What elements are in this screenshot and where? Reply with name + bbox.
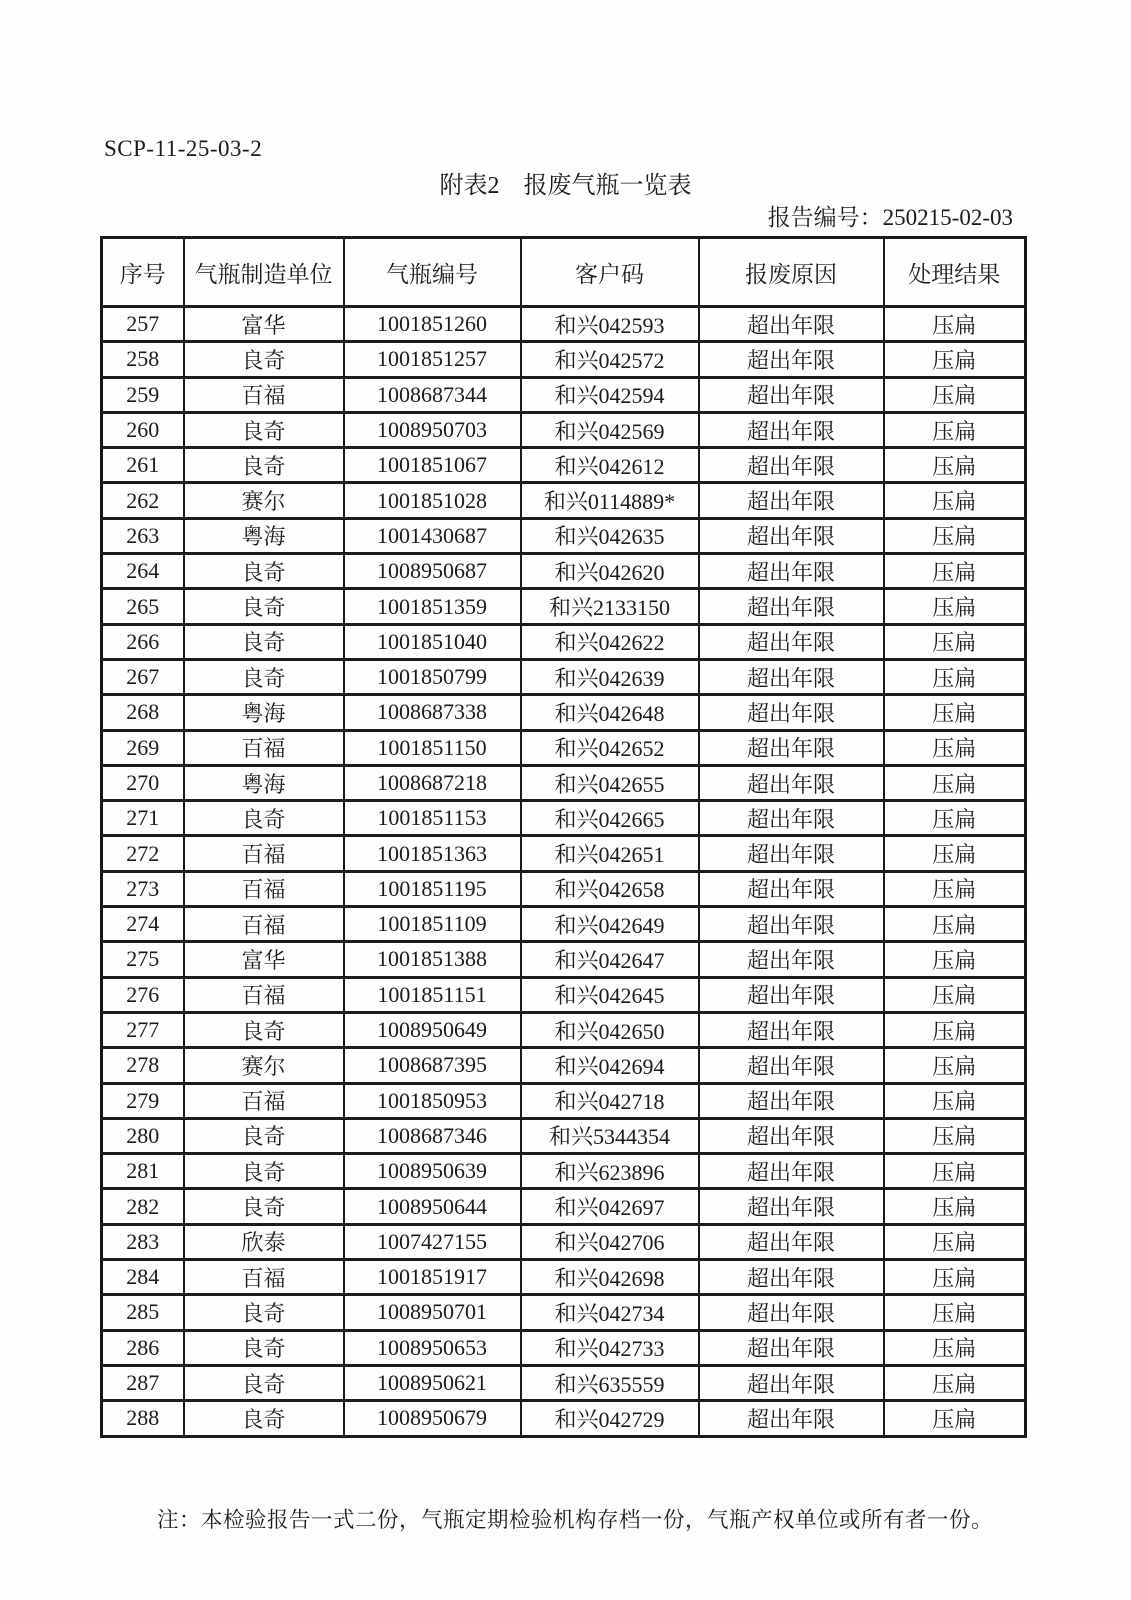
cell-manufacturer: 良奇	[184, 412, 344, 447]
cell-cylinder-no: 1001851363	[344, 836, 521, 871]
cell-seq: 260	[102, 412, 184, 447]
cell-seq: 274	[102, 907, 184, 942]
cell-cylinder-no: 1007427155	[344, 1224, 521, 1259]
cell-seq: 284	[102, 1260, 184, 1295]
cell-scrap-reason: 超出年限	[699, 1048, 884, 1083]
cell-customer-code: 和兴042697	[521, 1189, 699, 1224]
cell-manufacturer: 粤海	[184, 695, 344, 730]
cell-result: 压扁	[884, 977, 1026, 1012]
cell-customer-code: 和兴042647	[521, 942, 699, 977]
table-row	[102, 695, 1026, 730]
cell-result: 压扁	[884, 1048, 1026, 1083]
cell-result: 压扁	[884, 942, 1026, 977]
cell-customer-code: 和兴042649	[521, 907, 699, 942]
cell-manufacturer: 良奇	[184, 589, 344, 624]
cell-result: 压扁	[884, 1330, 1026, 1365]
table-row	[102, 1401, 1026, 1436]
cell-manufacturer: 良奇	[184, 1118, 344, 1153]
cell-seq: 261	[102, 448, 184, 483]
cell-customer-code: 和兴042620	[521, 554, 699, 589]
cell-result: 压扁	[884, 518, 1026, 553]
cell-customer-code: 和兴042594	[521, 377, 699, 412]
cell-customer-code: 和兴623896	[521, 1154, 699, 1189]
cell-cylinder-no: 1001851040	[344, 624, 521, 659]
cell-cylinder-no: 1008950644	[344, 1189, 521, 1224]
cell-scrap-reason: 超出年限	[699, 377, 884, 412]
cell-manufacturer: 良奇	[184, 624, 344, 659]
cell-cylinder-no: 1008950703	[344, 412, 521, 447]
cell-customer-code: 和兴042650	[521, 1012, 699, 1047]
cell-cylinder-no: 1008950621	[344, 1365, 521, 1400]
column-header-seq: 序号	[102, 238, 184, 307]
cell-manufacturer: 赛尔	[184, 483, 344, 518]
cell-manufacturer: 百福	[184, 1260, 344, 1295]
table-row	[102, 307, 1026, 342]
cell-customer-code: 和兴042635	[521, 518, 699, 553]
cell-scrap-reason: 超出年限	[699, 977, 884, 1012]
cell-scrap-reason: 超出年限	[699, 765, 884, 800]
cell-seq: 259	[102, 377, 184, 412]
cell-customer-code: 和兴042655	[521, 765, 699, 800]
cell-result: 压扁	[884, 730, 1026, 765]
cell-result: 压扁	[884, 907, 1026, 942]
cell-customer-code: 和兴042652	[521, 730, 699, 765]
table-row	[102, 942, 1026, 977]
cell-cylinder-no: 1001851150	[344, 730, 521, 765]
cell-result: 压扁	[884, 1012, 1026, 1047]
cell-result: 压扁	[884, 1189, 1026, 1224]
cell-scrap-reason: 超出年限	[699, 1295, 884, 1330]
cell-manufacturer: 良奇	[184, 1012, 344, 1047]
cell-manufacturer: 粤海	[184, 765, 344, 800]
table-row	[102, 730, 1026, 765]
cell-customer-code: 和兴042694	[521, 1048, 699, 1083]
table-row	[102, 871, 1026, 906]
cell-scrap-reason: 超出年限	[699, 836, 884, 871]
cell-scrap-reason: 超出年限	[699, 659, 884, 694]
cell-scrap-reason: 超出年限	[699, 624, 884, 659]
cell-seq: 282	[102, 1189, 184, 1224]
cell-seq: 273	[102, 871, 184, 906]
cell-seq: 288	[102, 1401, 184, 1436]
table-row	[102, 518, 1026, 553]
cell-scrap-reason: 超出年限	[699, 1401, 884, 1436]
table-row	[102, 907, 1026, 942]
cell-customer-code: 和兴2133150	[521, 589, 699, 624]
cell-result: 压扁	[884, 307, 1026, 342]
cell-seq: 280	[102, 1118, 184, 1153]
cell-manufacturer: 粤海	[184, 518, 344, 553]
cell-cylinder-no: 1001430687	[344, 518, 521, 553]
cell-cylinder-no: 1008687344	[344, 377, 521, 412]
cell-cylinder-no: 1008950679	[344, 1401, 521, 1436]
cell-result: 压扁	[884, 871, 1026, 906]
cell-manufacturer: 百福	[184, 1083, 344, 1118]
table-row	[102, 836, 1026, 871]
cell-seq: 263	[102, 518, 184, 553]
cell-manufacturer: 百福	[184, 907, 344, 942]
cell-cylinder-no: 1001850953	[344, 1083, 521, 1118]
cell-cylinder-no: 1001851388	[344, 942, 521, 977]
cell-result: 压扁	[884, 589, 1026, 624]
cell-cylinder-no: 1008687338	[344, 695, 521, 730]
cell-customer-code: 和兴042651	[521, 836, 699, 871]
cell-scrap-reason: 超出年限	[699, 1189, 884, 1224]
cell-customer-code: 和兴042733	[521, 1330, 699, 1365]
cell-cylinder-no: 1008950701	[344, 1295, 521, 1330]
report-number-value: 250215-02-03	[882, 205, 1013, 230]
cell-customer-code: 和兴042622	[521, 624, 699, 659]
cell-scrap-reason: 超出年限	[699, 1365, 884, 1400]
table-row	[102, 1224, 1026, 1259]
cell-manufacturer: 欣泰	[184, 1224, 344, 1259]
cell-manufacturer: 富华	[184, 307, 344, 342]
table-body	[102, 307, 1026, 1437]
cell-seq: 262	[102, 483, 184, 518]
cell-seq: 281	[102, 1154, 184, 1189]
cell-result: 压扁	[884, 448, 1026, 483]
cell-customer-code: 和兴0114889*	[521, 483, 699, 518]
cell-scrap-reason: 超出年限	[699, 342, 884, 377]
table-row	[102, 659, 1026, 694]
cell-result: 压扁	[884, 1154, 1026, 1189]
cell-scrap-reason: 超出年限	[699, 871, 884, 906]
cell-customer-code: 和兴042718	[521, 1083, 699, 1118]
cell-seq: 271	[102, 801, 184, 836]
scrapped-cylinders-table	[100, 236, 1027, 1438]
cell-seq: 283	[102, 1224, 184, 1259]
column-header-result: 处理结果	[884, 238, 1026, 307]
cell-manufacturer: 良奇	[184, 448, 344, 483]
cell-result: 压扁	[884, 554, 1026, 589]
cell-seq: 279	[102, 1083, 184, 1118]
table-row	[102, 589, 1026, 624]
cell-customer-code: 和兴042612	[521, 448, 699, 483]
report-number-label: 报告编号：	[767, 205, 883, 230]
cell-cylinder-no: 1001850799	[344, 659, 521, 694]
cell-scrap-reason: 超出年限	[699, 1012, 884, 1047]
cell-result: 压扁	[884, 1260, 1026, 1295]
cell-customer-code: 和兴042645	[521, 977, 699, 1012]
cell-result: 压扁	[884, 1118, 1026, 1153]
cell-result: 压扁	[884, 1401, 1026, 1436]
cell-customer-code: 和兴5344354	[521, 1118, 699, 1153]
cell-scrap-reason: 超出年限	[699, 1154, 884, 1189]
cell-cylinder-no: 1001851067	[344, 448, 521, 483]
cell-customer-code: 和兴042593	[521, 307, 699, 342]
cell-manufacturer: 良奇	[184, 342, 344, 377]
cell-manufacturer: 良奇	[184, 1189, 344, 1224]
cell-manufacturer: 良奇	[184, 1365, 344, 1400]
cell-customer-code: 和兴042648	[521, 695, 699, 730]
column-header-customer-code: 客户码	[521, 238, 699, 307]
cell-cylinder-no: 1001851257	[344, 342, 521, 377]
cell-cylinder-no: 1008950653	[344, 1330, 521, 1365]
cell-scrap-reason: 超出年限	[699, 483, 884, 518]
cell-seq: 268	[102, 695, 184, 730]
document-code: SCP-11-25-03-2	[104, 136, 263, 161]
cell-scrap-reason: 超出年限	[699, 307, 884, 342]
cell-seq: 264	[102, 554, 184, 589]
cell-manufacturer: 百福	[184, 377, 344, 412]
cell-result: 压扁	[884, 801, 1026, 836]
cell-scrap-reason: 超出年限	[699, 1118, 884, 1153]
cell-cylinder-no: 1001851151	[344, 977, 521, 1012]
cell-manufacturer: 良奇	[184, 1330, 344, 1365]
cell-seq: 267	[102, 659, 184, 694]
cell-result: 压扁	[884, 1295, 1026, 1330]
cell-seq: 287	[102, 1365, 184, 1400]
cell-scrap-reason: 超出年限	[699, 695, 884, 730]
footnote: 注：本检验报告一式二份，气瓶定期检验机构存档一份，气瓶产权单位或所有者一份。	[157, 1508, 994, 1532]
cell-seq: 276	[102, 977, 184, 1012]
cell-scrap-reason: 超出年限	[699, 518, 884, 553]
cell-result: 压扁	[884, 483, 1026, 518]
cell-cylinder-no: 1001851028	[344, 483, 521, 518]
cell-result: 压扁	[884, 377, 1026, 412]
cell-manufacturer: 良奇	[184, 1401, 344, 1436]
cell-manufacturer: 百福	[184, 730, 344, 765]
cell-cylinder-no: 1001851917	[344, 1260, 521, 1295]
cell-customer-code: 和兴042658	[521, 871, 699, 906]
cell-seq: 278	[102, 1048, 184, 1083]
cell-seq: 272	[102, 836, 184, 871]
cell-scrap-reason: 超出年限	[699, 907, 884, 942]
cell-result: 压扁	[884, 765, 1026, 800]
cell-cylinder-no: 1008687218	[344, 765, 521, 800]
cell-result: 压扁	[884, 1224, 1026, 1259]
table-row	[102, 554, 1026, 589]
cell-manufacturer: 良奇	[184, 1154, 344, 1189]
cell-cylinder-no: 1008687346	[344, 1118, 521, 1153]
cell-result: 压扁	[884, 342, 1026, 377]
cell-manufacturer: 良奇	[184, 659, 344, 694]
cell-cylinder-no: 1008950639	[344, 1154, 521, 1189]
cell-seq: 265	[102, 589, 184, 624]
cell-customer-code: 和兴042734	[521, 1295, 699, 1330]
column-header-scrap-reason: 报废原因	[699, 238, 884, 307]
table-row	[102, 1330, 1026, 1365]
cell-scrap-reason: 超出年限	[699, 554, 884, 589]
cell-scrap-reason: 超出年限	[699, 1224, 884, 1259]
table-row	[102, 1154, 1026, 1189]
cell-seq: 257	[102, 307, 184, 342]
cell-manufacturer: 富华	[184, 942, 344, 977]
cell-manufacturer: 良奇	[184, 801, 344, 836]
cell-result: 压扁	[884, 836, 1026, 871]
cell-seq: 266	[102, 624, 184, 659]
cell-manufacturer: 赛尔	[184, 1048, 344, 1083]
cell-cylinder-no: 1001851260	[344, 307, 521, 342]
table-row	[102, 342, 1026, 377]
table-row	[102, 1118, 1026, 1153]
cell-seq: 258	[102, 342, 184, 377]
cell-seq: 269	[102, 730, 184, 765]
cell-cylinder-no: 1001851359	[344, 589, 521, 624]
cell-seq: 275	[102, 942, 184, 977]
report-number-line	[768, 199, 1013, 232]
cell-result: 压扁	[884, 659, 1026, 694]
cell-cylinder-no: 1001851109	[344, 907, 521, 942]
cell-seq: 286	[102, 1330, 184, 1365]
table-row	[102, 377, 1026, 412]
cell-customer-code: 和兴042706	[521, 1224, 699, 1259]
cell-customer-code: 和兴635559	[521, 1365, 699, 1400]
table-row	[102, 1189, 1026, 1224]
table-row	[102, 1048, 1026, 1083]
cell-cylinder-no: 1008687395	[344, 1048, 521, 1083]
cell-scrap-reason: 超出年限	[699, 1330, 884, 1365]
cell-customer-code: 和兴042665	[521, 801, 699, 836]
cell-manufacturer: 百福	[184, 871, 344, 906]
cell-result: 压扁	[884, 695, 1026, 730]
cell-manufacturer: 良奇	[184, 554, 344, 589]
table-row	[102, 483, 1026, 518]
cell-seq: 285	[102, 1295, 184, 1330]
table-row	[102, 801, 1026, 836]
cell-scrap-reason: 超出年限	[699, 1260, 884, 1295]
cell-customer-code: 和兴042639	[521, 659, 699, 694]
column-header-cylinder-no: 气瓶编号	[344, 238, 521, 307]
cell-cylinder-no: 1001851153	[344, 801, 521, 836]
table-row	[102, 1295, 1026, 1330]
table-row	[102, 977, 1026, 1012]
table-row	[102, 1012, 1026, 1047]
cell-scrap-reason: 超出年限	[699, 1083, 884, 1118]
cell-result: 压扁	[884, 1365, 1026, 1400]
cell-scrap-reason: 超出年限	[699, 801, 884, 836]
cell-manufacturer: 良奇	[184, 1295, 344, 1330]
table-row	[102, 1260, 1026, 1295]
table-row	[102, 1083, 1026, 1118]
cell-scrap-reason: 超出年限	[699, 730, 884, 765]
cell-manufacturer: 百福	[184, 836, 344, 871]
table-header-row	[102, 238, 1026, 307]
cell-cylinder-no: 1008950687	[344, 554, 521, 589]
cell-customer-code: 和兴042698	[521, 1260, 699, 1295]
table-row	[102, 765, 1026, 800]
page-title: 附表2 报废气瓶一览表	[439, 173, 692, 199]
cell-customer-code: 和兴042569	[521, 412, 699, 447]
cell-customer-code: 和兴042572	[521, 342, 699, 377]
column-header-manufacturer: 气瓶制造单位	[184, 238, 344, 307]
cell-scrap-reason: 超出年限	[699, 942, 884, 977]
table-row	[102, 412, 1026, 447]
table-row	[102, 1365, 1026, 1400]
cell-scrap-reason: 超出年限	[699, 412, 884, 447]
cell-result: 压扁	[884, 624, 1026, 659]
cell-scrap-reason: 超出年限	[699, 589, 884, 624]
cell-manufacturer: 百福	[184, 977, 344, 1012]
cell-seq: 277	[102, 1012, 184, 1047]
cell-result: 压扁	[884, 1083, 1026, 1118]
cell-cylinder-no: 1008950649	[344, 1012, 521, 1047]
cell-result: 压扁	[884, 412, 1026, 447]
cell-scrap-reason: 超出年限	[699, 448, 884, 483]
table-row	[102, 448, 1026, 483]
cell-seq: 270	[102, 765, 184, 800]
cell-cylinder-no: 1001851195	[344, 871, 521, 906]
cell-customer-code: 和兴042729	[521, 1401, 699, 1436]
table-row	[102, 624, 1026, 659]
